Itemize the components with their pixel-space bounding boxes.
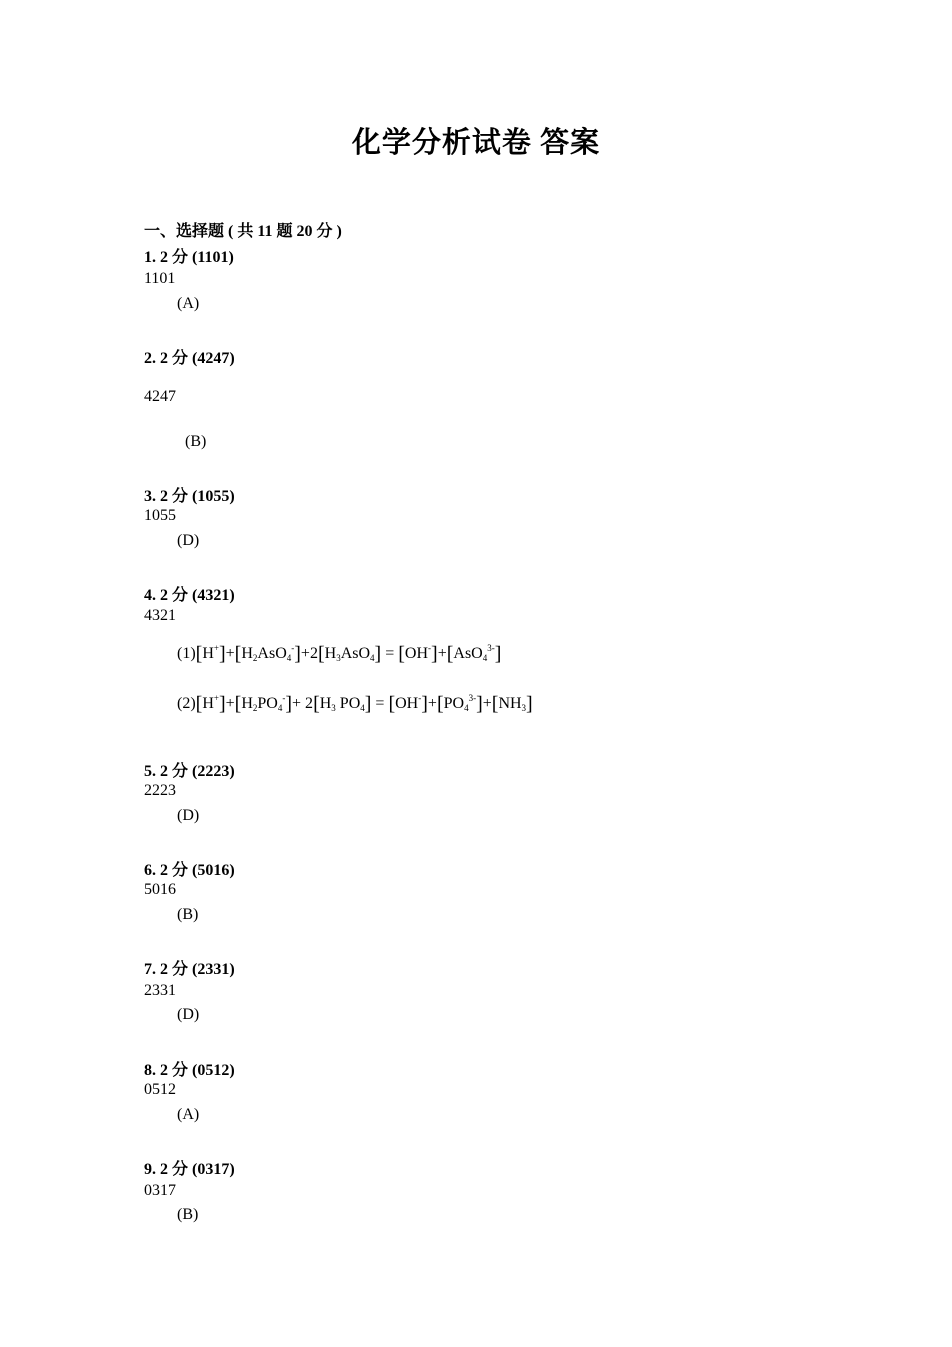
question-header: 8. 2 分 (0512) [144, 1062, 235, 1079]
question-code: 1101 [144, 270, 176, 287]
question-header: 1. 2 分 (1101) [144, 249, 234, 266]
eq-prefix: (1) [177, 645, 196, 662]
question-answer: (D) [177, 807, 200, 824]
question-header: 4. 2 分 (4321) [144, 587, 235, 604]
question-answer: (B) [177, 906, 199, 923]
page-title: 化学分析试卷 答案 [351, 127, 601, 159]
question-answer: (A) [177, 1106, 200, 1123]
question-header: 5. 2 分 (2223) [144, 763, 235, 780]
question-code: 2223 [144, 782, 176, 799]
question-header: 3. 2 分 (1055) [144, 488, 235, 505]
question-code: 5016 [144, 881, 176, 898]
question-answer: (D) [177, 1006, 200, 1023]
question-answer: (B) [177, 1206, 199, 1223]
question-code: 1055 [144, 507, 176, 524]
question-header: 7. 2 分 (2331) [144, 961, 235, 978]
eq-prefix: (2) [177, 695, 196, 712]
question-header: 9. 2 分 (0317) [144, 1161, 235, 1178]
question-header: 2. 2 分 (4247) [144, 350, 235, 367]
question-header: 6. 2 分 (5016) [144, 862, 235, 879]
question-code: 4321 [144, 607, 176, 624]
equation-2: $(2)[H^+]+[H_2PO_4^-]+ 2[H_3$ $PO_4] = [OH^-]+[PO_4^{3-}]+[NH_3]$ [177, 693, 533, 715]
question-code: 2331 [144, 982, 176, 999]
section-heading: 一、选择题 ( 共 11 题 20 分 ) [144, 223, 342, 240]
equation-1: $(1)[H^+]+[H_2AsO_4^-]+2[H_3AsO_4] = [OH^-]+[AsO_4^{3-}]$ [177, 643, 502, 665]
question-code: 4247 [144, 388, 176, 405]
question-answer: (B) [185, 433, 207, 450]
question-code: 0317 [144, 1182, 176, 1199]
question-answer: (A) [177, 295, 200, 312]
question-code: 0512 [144, 1081, 176, 1098]
question-answer: (D) [177, 532, 200, 549]
